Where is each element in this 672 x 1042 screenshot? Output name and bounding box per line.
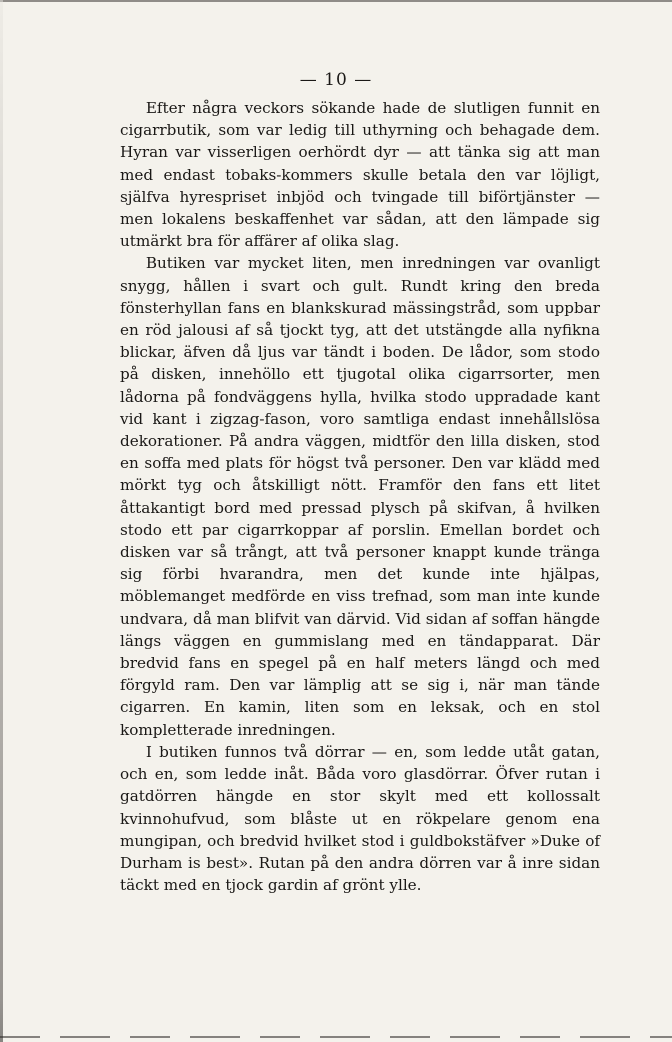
page-bottom-edge (0, 1036, 672, 1038)
page-left-edge (0, 0, 3, 1042)
body-text (120, 97, 600, 896)
page-top-edge (0, 0, 672, 2)
paragraph: I butiken funnos två dörrar — en, som ledde utåt gatan, och en, som ledde inåt. Båda voro glasdörrar. Öfver rutan i gatdörren hängde en stor skylt med ett kollossalt kvinnohufvud, som blåste ut en rökpelare genom ena mungipan, och bredvid hvilket stod i guldbokstäfver »Duke of Durham is best». Rutan på den andra dörren var å inre sidan täckt med en tjock gardin af grönt ylle. (120, 742, 600, 895)
paragraph: Butiken var mycket liten, men inredningen var ovanligt snygg, hållen i svart och gult. Rundt kring den breda fönsterhyllan fans en blankskurad mässingstråd, som uppbar en röd jalousi af så tjockt tyg, att det utstängde alla nyfikna blickar, äfven då ljus var tändt i boden. De lådor, som stodo på disken, innehöllo ett tjugotal olika cigarrsorter, men lådorna på fondväggens hylla, hvilka stodo uppradade kant vid kant i zigzag-fason, voro samtliga endast innehållslösa dekorationer. På andra väggen, midtför den lilla disken, stod en soffa med plats för högst två personer. Den var klädd med mörkt tyg och åtskilligt nött. Framför den fans ett litet åttakantigt bord med pressad plysch på skifvan, å hvilken stodo ett par cigarrkoppar af porslin. Emellan bordet och disken var så trångt, att två personer knappt kunde tränga sig förbi hvarandra, men det kunde inte hjälpas, möblemanget medförde en viss trefnad, som man inte kunde undvara, då man blifvit van därvid. Vid sidan af soffan hängde längs väggen en gummislang med en tändapparat. Där bredvid fans en spegel på en half meters längd och med förgyld ram. Den var lämplig att se sig i, när man tände cigarren. En kamin, liten som en leksak, och en stol kompletterade inredningen. (120, 254, 600, 739)
page-number: — 10 — (299, 70, 373, 90)
paragraph: Efter några veckors sökande hade de slutligen funnit en cigarrbutik, som var ledig till uthyrning och behagade dem. Hyran var visserligen oerhördt dyr — att tänka sig att man med endast tobaks-kommers skulle betala den var löjligt, själfva hyrespriset inbjöd och tvingade till biförtjänster — men lokalens beskaffenhet var sådan, att den lämpade sig utmärkt bra för affärer af olika slag. (120, 99, 600, 251)
